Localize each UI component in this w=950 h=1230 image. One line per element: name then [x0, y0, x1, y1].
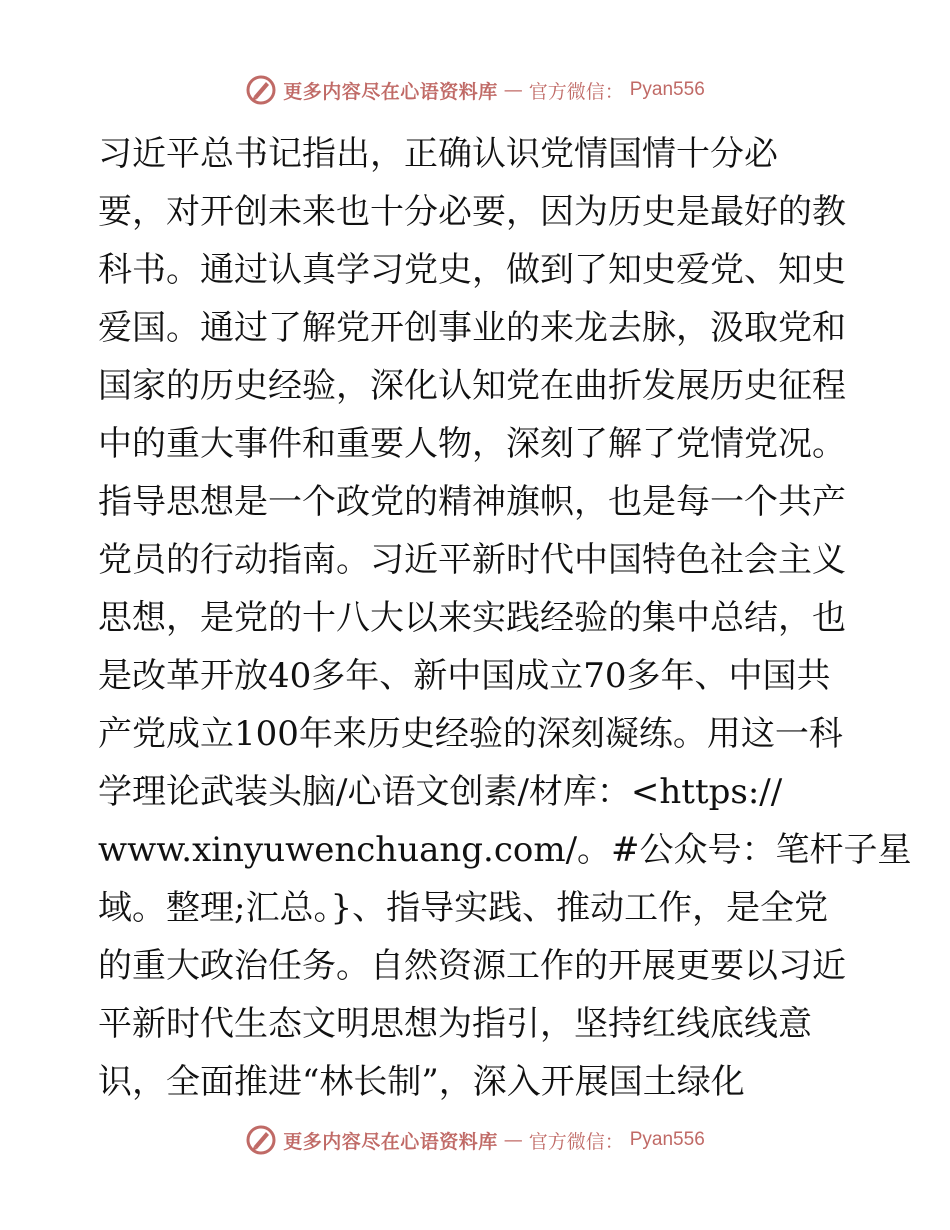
header-banner-separator: —: [503, 79, 523, 101]
body-line: 是改革开放40多年、新中国成立70多年、中国共: [98, 656, 831, 696]
header-banner-label: 官方微信：: [528, 80, 624, 103]
body-line: 域。整理;汇总。}、指导实践、推动工作，是全党: [98, 888, 829, 928]
body-line: 中的重大事件和重要人物，深刻了解了党情党况。: [98, 424, 846, 464]
body-line: 思想，是党的十八大以来实践经验的集中总结，也: [98, 598, 846, 638]
body-line: 产党成立100年来历史经验的深刻凝练。用这一科: [98, 714, 843, 754]
header-banner-content: [245, 74, 705, 106]
footer-banner-content: [245, 1124, 705, 1156]
footer-banner-label: 官方微信：: [528, 1130, 624, 1153]
footer-banner-title: 更多内容尽在心语资料库: [283, 1130, 498, 1153]
document-body: [98, 125, 912, 1111]
header-banner-wechat-id: Pyan556: [629, 79, 705, 100]
body-line: 国家的历史经验，深化认知党在曲折发展历史征程: [98, 366, 846, 406]
pen-nib-logo-icon: [245, 1124, 277, 1156]
header-banner-title: 更多内容尽在心语资料库: [283, 80, 498, 103]
body-line: 要，对开创未来也十分必要，因为历史是最好的教: [98, 192, 846, 232]
body-line: 识，全面推进“林长制”，深入开展国土绿化: [98, 1062, 745, 1102]
body-line: 平新时代生态文明思想为指引，坚持红线底线意: [98, 1004, 812, 1044]
body-line: 习近平总书记指出，正确认识党情国情十分必: [98, 134, 778, 174]
footer-banner-separator: —: [503, 1129, 523, 1151]
body-line: 学理论武装头脑/心语文创素/材库：<https://: [98, 772, 783, 812]
footer-banner: [0, 1120, 950, 1160]
body-line: 党员的行动指南。习近平新时代中国特色社会主义: [98, 540, 846, 580]
body-line: 指导思想是一个政党的精神旗帜，也是每一个共产: [98, 482, 846, 522]
body-line: 的重大政治任务。自然资源工作的开展更要以习近: [98, 946, 846, 986]
footer-banner-wechat-id: Pyan556: [629, 1129, 705, 1150]
body-line: 科书。通过认真学习党史，做到了知史爱党、知史: [98, 250, 846, 290]
body-line: 爱国。通过了解党开创事业的来龙去脉，汲取党和: [98, 308, 846, 348]
body-line: www.xinyuwenchuang.com/。#公众号：笔杆子星: [98, 830, 912, 870]
header-banner: [0, 70, 950, 110]
pen-nib-logo-icon: [245, 74, 277, 106]
